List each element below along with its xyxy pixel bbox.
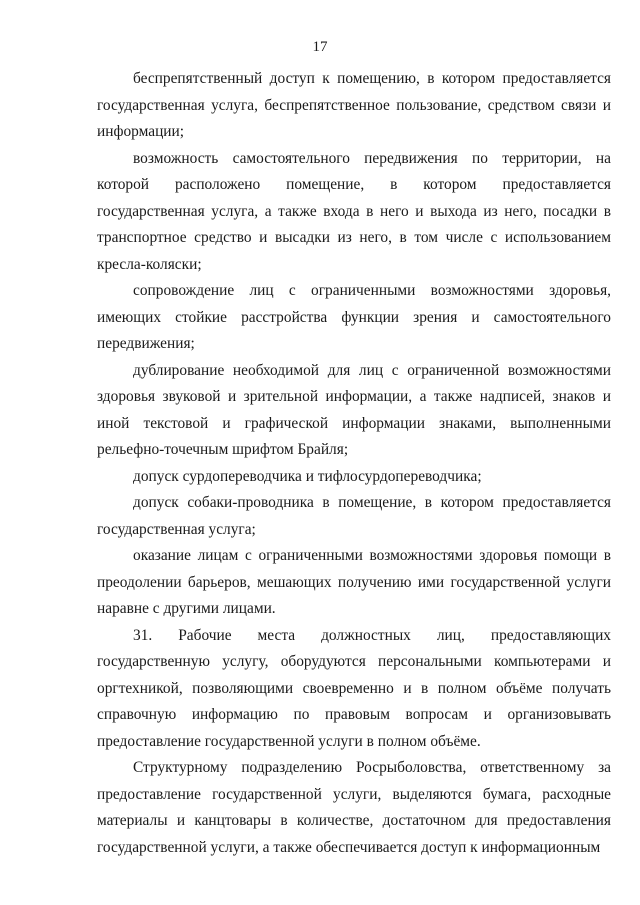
paragraph-4: дублирование необходимой для лиц с ограниченной возможностями здоровья звуковой и зрительной информации, а также надписей, знаков и иной текстовой и графической информации знаками, выполненными рельефно-точечным шрифтом Брайля; <box>97 361 611 458</box>
paragraph-6: допуск собаки-проводника в помещение, в котором предоставляется государственная услуга; <box>97 494 611 538</box>
page-number: 17 <box>312 39 328 55</box>
paragraph-1: беспрепятственный доступ к помещению, в котором предоставляется государственная услуга, беспрепятственное пользование, средством связи и информации; <box>97 70 611 140</box>
paragraph-8: 31. Рабочие места должностных лиц, предоставляющих государственную услугу, оборудуются персональными компьютерами и оргтехникой, позволяющими своевременно и в полном объёме получать справочную информацию по правовым вопросам и организовывать предоставление государственной услуги в полном объёме. <box>97 626 611 750</box>
paragraph-2: возможность самостоятельного передвижения по территории, на которой расположено помещение, в котором предоставляется государственная услуга, а также входа в него и выхода из него, посадки в транспортное средство и высадки из него, в том числе с использованием кресла-коляски; <box>97 149 611 273</box>
paragraph-3: сопровождение лиц с ограниченными возможностями здоровья, имеющих стойкие расстройства функции зрения и самостоятельного передвижения; <box>97 282 611 352</box>
body-text <box>97 66 611 861</box>
paragraph-9: Структурному подразделению Росрыболовства, ответственному за предоставление государственной услуги, выделяются бумага, расходные материалы и канцтовары в количестве, достаточном для предоставления государственной услуги, а также обеспечивается доступ к информационным <box>97 759 611 856</box>
paragraph-5: допуск сурдопереводчика и тифлосурдопереводчика; <box>133 467 482 485</box>
paragraph-7: оказание лицам с ограниченными возможностями здоровья помощи в преодолении барьеров, мешающих получению ими государственной услуги наравне с другими лицами. <box>97 547 611 617</box>
